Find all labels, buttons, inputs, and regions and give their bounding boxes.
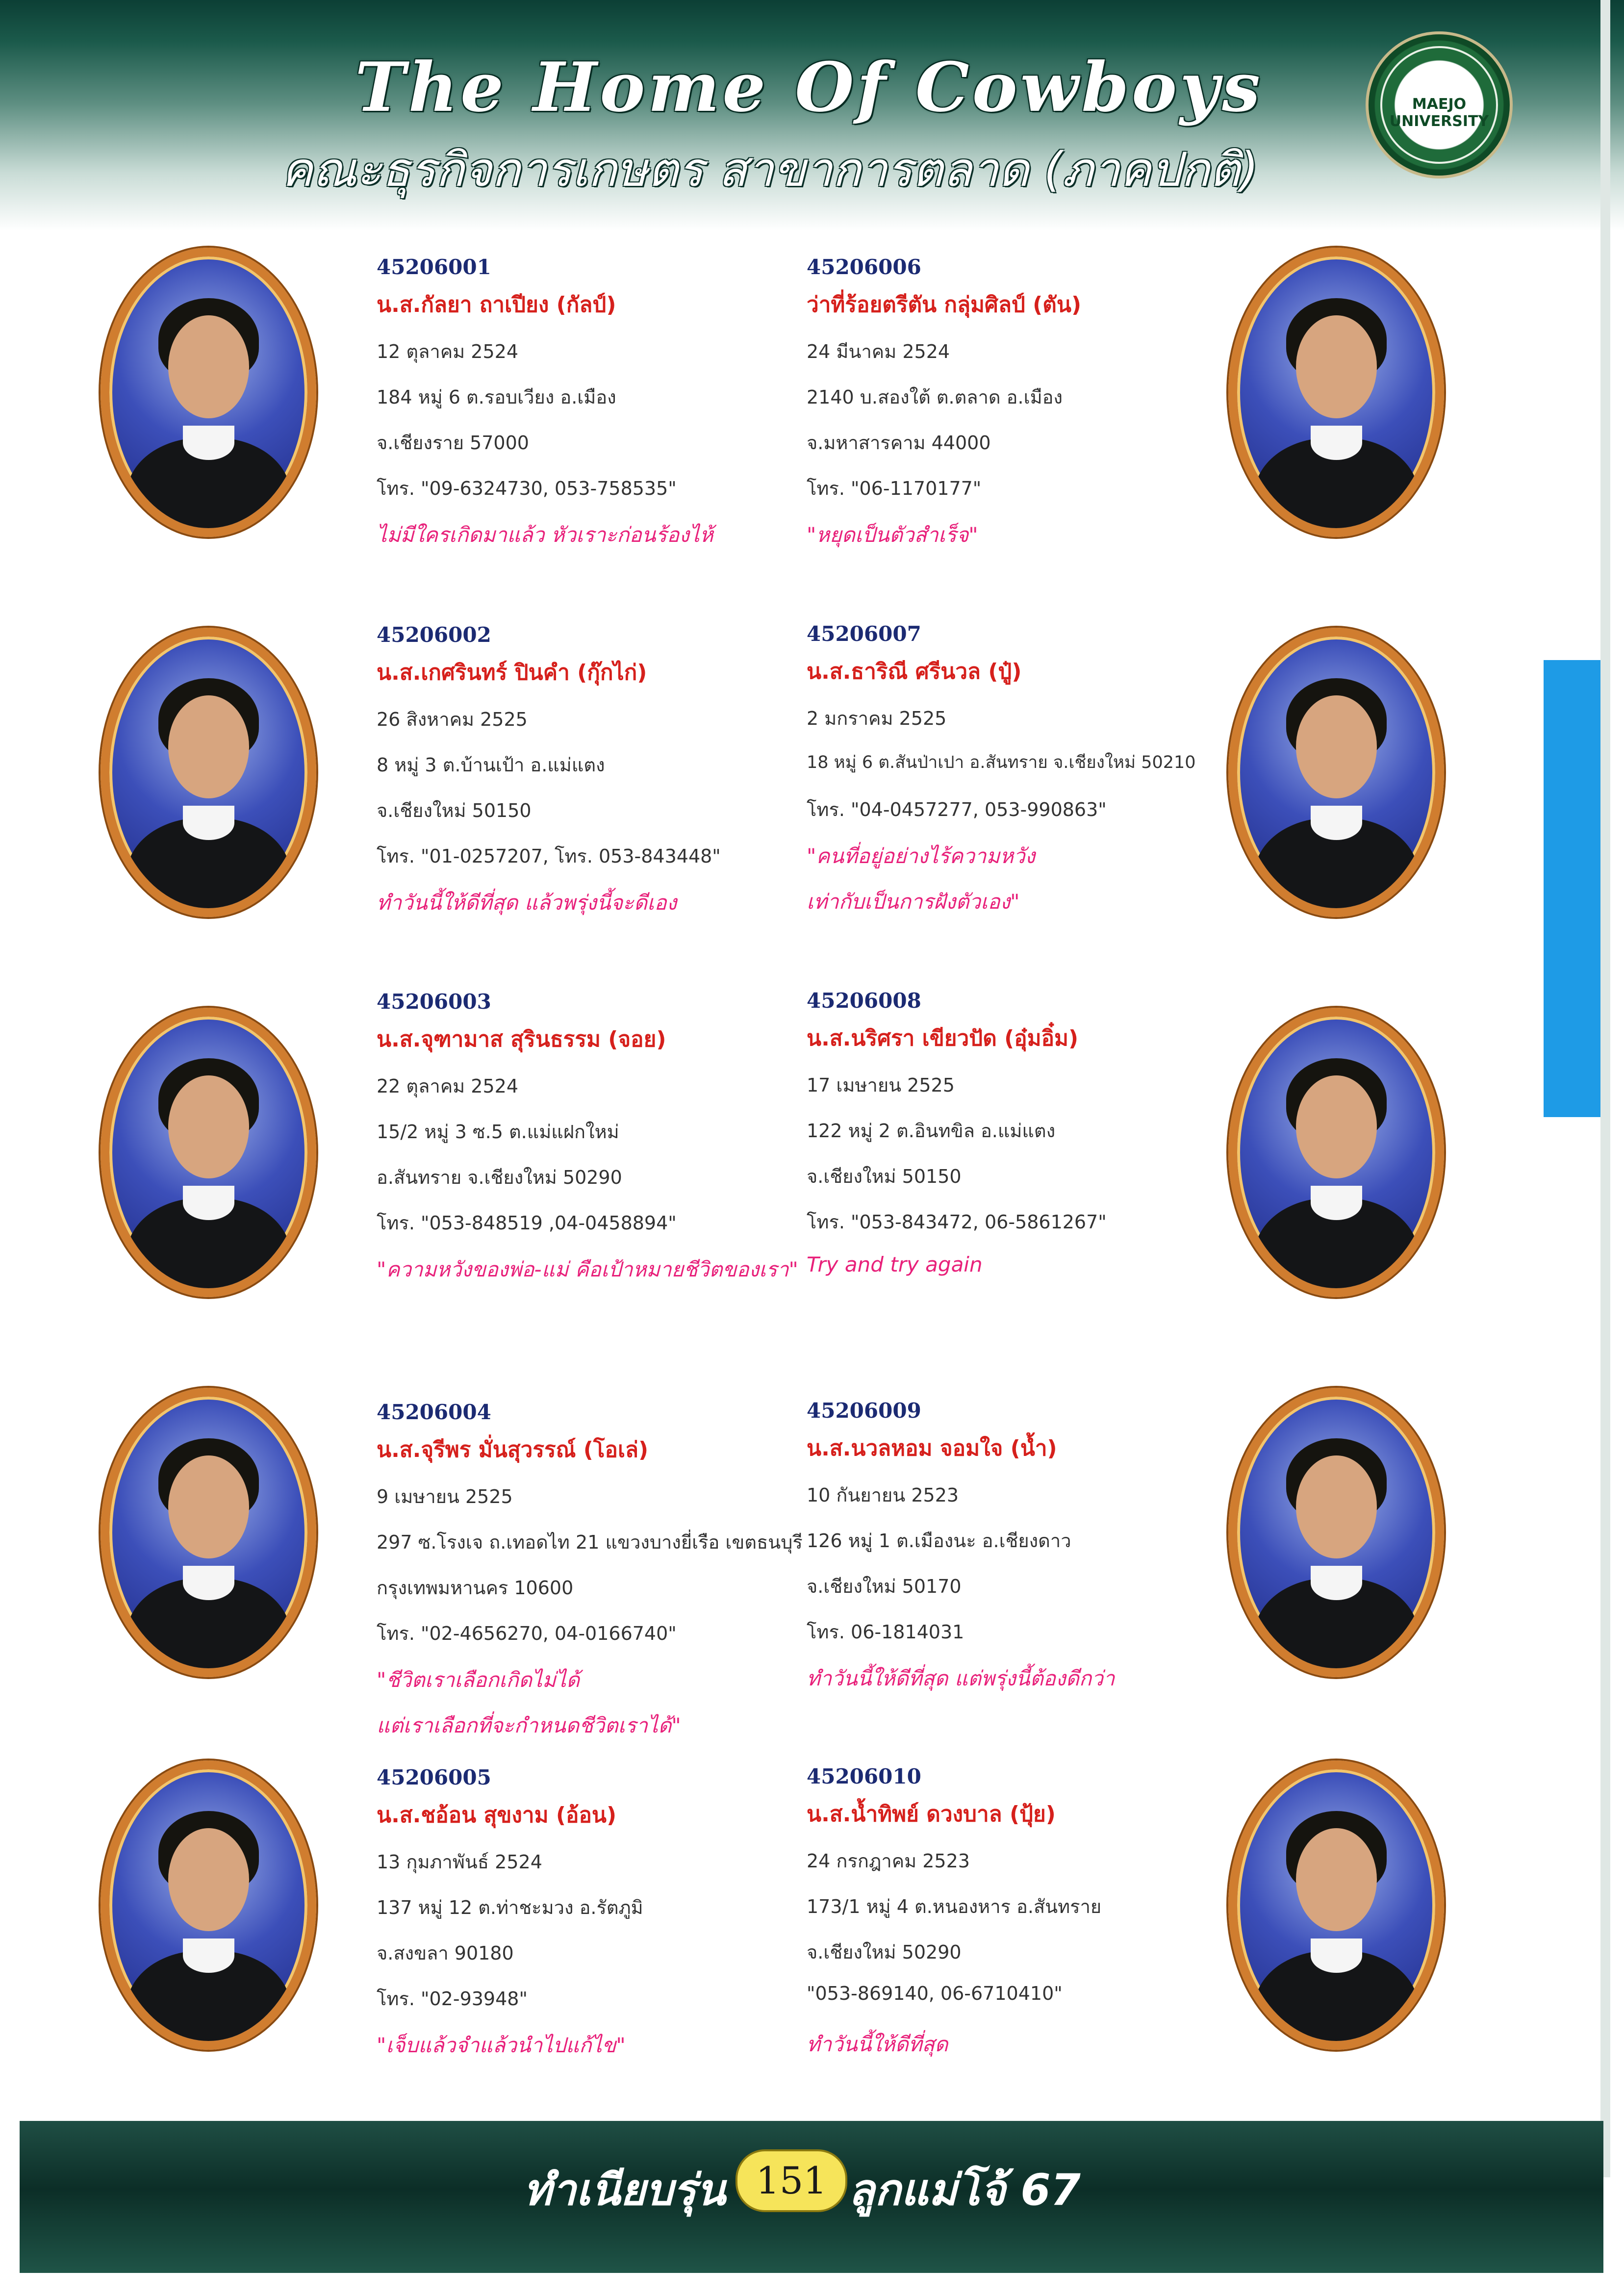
address-line-1: 173/1 หมู่ 4 ต.หนองหาร อ.สันทราย [807, 1896, 1102, 1917]
phone: โทร. "04-0457277, 053-990863" [807, 799, 1107, 820]
phone: โทร. "09-6324730, 053-758535" [377, 478, 677, 499]
student-photo-45206007 [1228, 628, 1444, 917]
student-name: น.ส.ชอ้อน สุขงาม (อ้อน) [377, 1803, 617, 1828]
student-id: 45206002 [377, 623, 491, 647]
motto: ไม่มีใครเกิดมาแล้ว หัวเราะก่อนร้องไห้ [377, 523, 713, 547]
student-id: 45206003 [377, 990, 491, 1014]
student-name: ว่าที่ร้อยตรีตัน กลุ่มศิลป์ (ตัน) [807, 292, 1082, 317]
birth-date: 13 กุมภาพันธ์ 2524 [377, 1851, 542, 1873]
student-entry [807, 255, 1248, 564]
student-name: น.ส.เกศรินทร์ ปินคำ (กุ๊กไก่) [377, 660, 647, 685]
page-subtitle: คณะธุรกิจการเกษตร สาขาการตลาด (ภาคปกติ) [281, 142, 1259, 197]
birth-date: 22 ตุลาคม 2524 [377, 1075, 518, 1097]
birth-date: 2 มกราคม 2525 [807, 708, 947, 729]
address-line-2: จ.มหาสารคาม 44000 [807, 432, 991, 454]
student-entry [807, 1764, 1248, 2074]
footer-class-label: ลูกแม่โจ้ 67 [848, 2165, 1081, 2215]
student-id: 45206001 [377, 255, 491, 279]
phone: โทร. "053-848519 ,04-0458894" [377, 1212, 677, 1234]
student-entry [807, 622, 1248, 931]
address-line-1: 137 หมู่ 12 ต.ท่าชะมวง อ.รัตภูมิ [377, 1897, 643, 1918]
student-photo-45206009 [1228, 1388, 1444, 1677]
address-line-1: 18 หมู่ 6 ต.สันป่าเปา อ.สันทราย จ.เชียงใหม่ 50210 [807, 753, 1196, 772]
student-entry [377, 1765, 818, 2075]
student-id: 45206008 [807, 989, 921, 1013]
student-photo-45206008 [1228, 1008, 1444, 1297]
motto-line-2: แต่เราเลือกที่จะกำหนดชีวิตเราได้" [377, 1713, 681, 1737]
student-entry [377, 623, 818, 932]
phone: โทร. "053-843472, 06-5861267" [807, 1211, 1107, 1233]
phone: โทร. "06-1170177" [807, 478, 982, 499]
address-line-1: 122 หมู่ 2 ต.อินทขิล อ.แม่แตง [807, 1120, 1056, 1142]
birth-date: 24 กรกฎาคม 2523 [807, 1850, 970, 1872]
address-line-2: จ.เชียงใหม่ 50290 [807, 1941, 962, 1963]
student-id: 45206004 [377, 1400, 491, 1424]
birth-date: 12 ตุลาคม 2524 [377, 341, 518, 362]
phone: "053-869140, 06-6710410" [807, 1983, 1063, 2004]
student-photo-45206004 [101, 1388, 316, 1677]
student-id: 45206007 [807, 622, 921, 646]
student-photo-45206010 [1228, 1760, 1444, 2050]
birth-date: 26 สิงหาคม 2525 [377, 709, 528, 730]
student-name: น.ส.จุฑามาส สุรินธรรม (จอย) [377, 1027, 666, 1052]
motto: "คนที่อยู่อย่างไร้ความหวัง [807, 844, 1035, 868]
birth-date: 10 กันยายน 2523 [807, 1484, 959, 1506]
footer-yearbook-label: ทำเนียบรุ่น [523, 2165, 726, 2215]
student-name: น.ส.น้ำทิพย์ ดวงบาล (ปุ้ย) [807, 1802, 1056, 1827]
address-line-2: จ.เชียงใหม่ 50170 [807, 1576, 962, 1597]
student-name: น.ส.นริศรา เขียวปัด (อุ๋มอิ๋ม) [807, 1026, 1079, 1051]
phone: โทร. "02-93948" [377, 1988, 528, 2010]
birth-date: 9 เมษายน 2525 [377, 1486, 513, 1507]
student-entry [377, 255, 818, 564]
motto: ทำวันนี้ให้ดีที่สุด แล้วพรุ่งนี้จะดีเอง [377, 891, 677, 915]
student-entry [377, 990, 818, 1299]
birth-date: 17 เมษายน 2525 [807, 1074, 955, 1096]
page-number: 151 [736, 2149, 847, 2212]
phone: โทร. "02-4656270, 04-0166740" [377, 1623, 677, 1644]
seal-text: MAEJO UNIVERSITY [1389, 96, 1489, 130]
address-line-1: 2140 บ.สองใต้ ต.ตลาด อ.เมือง [807, 386, 1063, 408]
motto: "หยุดเป็นตัวสำเร็จ" [807, 523, 978, 547]
address-line-1: 8 หมู่ 3 ต.บ้านเป้า อ.แม่แตง [377, 754, 605, 776]
student-photo-45206005 [101, 1760, 316, 2050]
student-id: 45206006 [807, 255, 921, 279]
student-entry [377, 1400, 818, 1755]
student-entry [807, 1399, 1248, 1708]
student-photo-45206002 [101, 628, 316, 917]
student-id: 45206009 [807, 1399, 921, 1423]
phone: โทร. 06-1814031 [807, 1621, 964, 1643]
address-line-2: จ.เชียงใหม่ 50150 [377, 800, 532, 821]
student-name: น.ส.จุรีพร มั่นสุวรรณ์ (โอเล่) [377, 1437, 649, 1462]
address-line-2: จ.สงขลา 90180 [377, 1942, 514, 1964]
phone: โทร. "01-0257207, โทร. 053-843448" [377, 845, 721, 867]
student-photo-45206001 [101, 248, 316, 537]
motto: "เจ็บแล้วจำแล้วนำไปแก้ไข" [377, 2033, 626, 2057]
address-line-1: 15/2 หมู่ 3 ซ.5 ต.แม่แฝกใหม่ [377, 1121, 619, 1143]
address-line-2: จ.เชียงราย 57000 [377, 432, 529, 454]
motto: ทำวันนี้ให้ดีที่สุด แต่พรุ่งนี้ต้องดีกว่า [807, 1666, 1115, 1690]
section-side-tab [1544, 660, 1606, 1117]
address-line-1: 126 หมู่ 1 ต.เมืองนะ อ.เชียงดาว [807, 1530, 1071, 1552]
birth-date: 24 มีนาคม 2524 [807, 341, 950, 362]
motto: ทำวันนี้ให้ดีที่สุด [807, 2032, 948, 2056]
student-name: น.ส.นวลหอม จอมใจ (น้ำ) [807, 1436, 1057, 1461]
student-name: น.ส.กัลยา ถาเปียง (กัลป์) [377, 292, 616, 317]
student-entry [807, 989, 1248, 1298]
student-id: 45206005 [377, 1765, 491, 1789]
address-line-1: 297 ซ.โรงเจ ถ.เทอดไท 21 แขวงบางยี่เรือ เขตธนบุรี [377, 1531, 803, 1553]
page-title: The Home Of Cowboys [355, 47, 1263, 127]
student-photo-45206006 [1228, 248, 1444, 537]
address-line-2: อ.สันทราย จ.เชียงใหม่ 50290 [377, 1167, 622, 1188]
student-name: น.ส.ธาริณี ศรีนวล (ปู๋) [807, 659, 1022, 684]
motto-line-2: เท่ากับเป็นการฝังตัวเอง" [807, 890, 1020, 914]
page-edge [1600, 0, 1610, 2177]
motto: "ชีวิตเราเลือกเกิดไม่ได้ [377, 1668, 580, 1692]
address-line-2: กรุงเทพมหานคร 10600 [377, 1577, 574, 1599]
motto: "ความหวังของพ่อ-แม่ คือเป้าหมายชีวิตของเรา" [377, 1257, 798, 1281]
motto: Try and try again [807, 1252, 983, 1276]
student-photo-45206003 [101, 1008, 316, 1297]
address-line-2: จ.เชียงใหม่ 50150 [807, 1166, 962, 1187]
student-id: 45206010 [807, 1764, 921, 1788]
address-line-1: 184 หมู่ 6 ต.รอบเวียง อ.เมือง [377, 386, 616, 408]
